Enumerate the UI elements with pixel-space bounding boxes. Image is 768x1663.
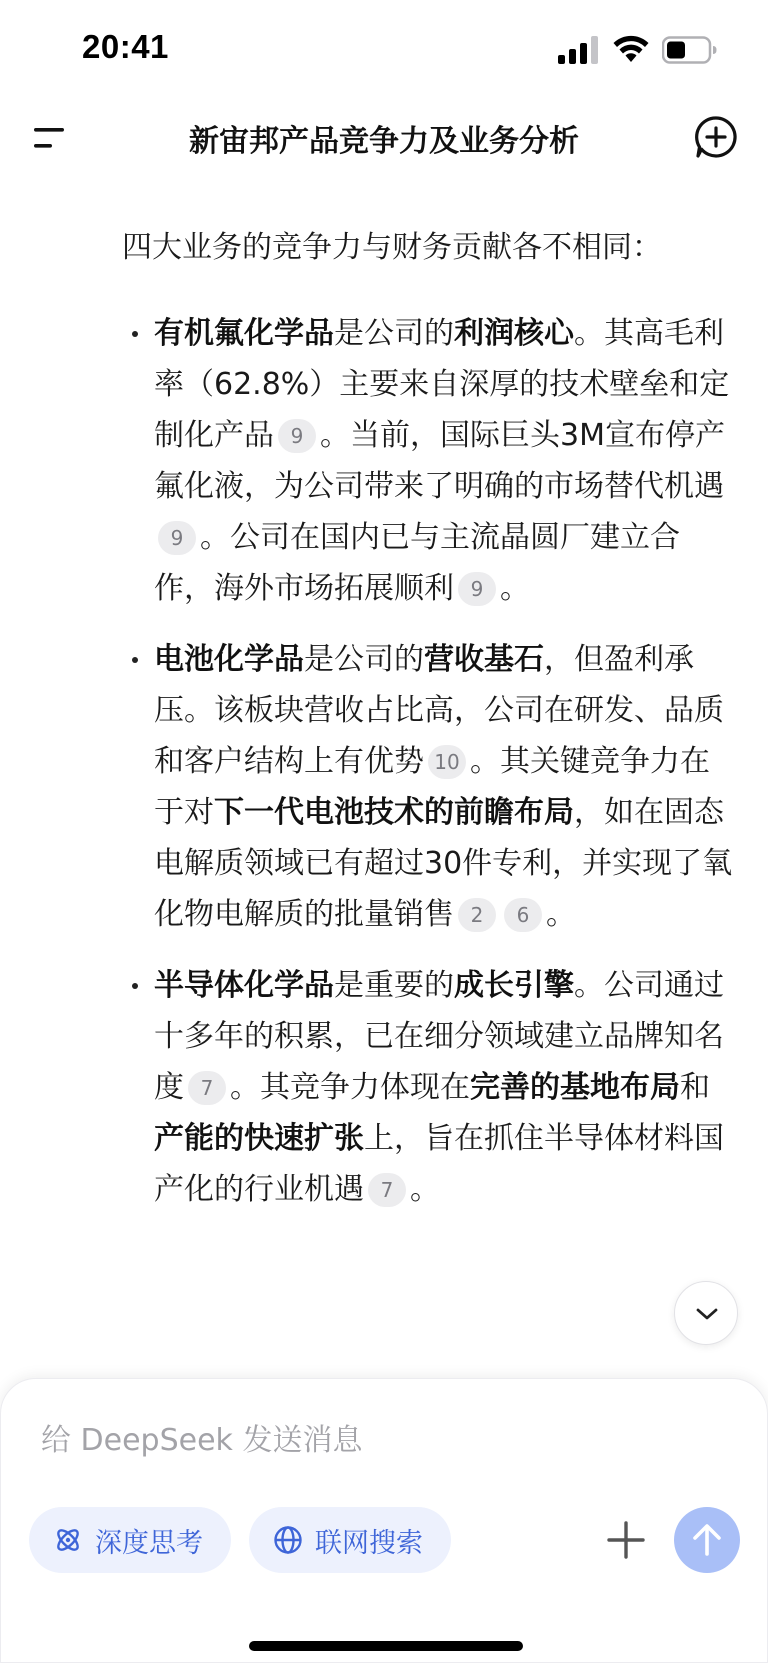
chat-message [0, 200, 768, 1380]
bullet-item [128, 308, 738, 614]
body-text: ，但盈利承压。该板块营收占比高，公司在研发、品质和客户结构上有优势 [154, 642, 724, 779]
deep-think-label: 深度思考 [95, 1527, 203, 1559]
bold-text: 利润核心 [454, 316, 574, 351]
wifi-icon [612, 34, 650, 64]
message-composer [0, 1378, 768, 1663]
home-indicator [249, 1641, 523, 1651]
new-chat-icon[interactable] [693, 114, 739, 160]
scroll-down-button[interactable] [674, 1281, 738, 1345]
citation-badge[interactable]: 9 [158, 521, 196, 555]
bold-text: 营收基石 [424, 642, 544, 677]
web-search-label: 联网搜索 [315, 1527, 423, 1559]
bold-text: 成长引擎 [454, 968, 574, 1003]
body-text: 上，旨在抓住半导体材料国产化的行业机遇 [154, 1121, 724, 1207]
body-text: 。 [500, 571, 530, 606]
body-text: 和 [680, 1070, 710, 1105]
bold-text: 电池化学品 [154, 642, 304, 677]
body-text: 。当前，国际巨头3M宣布停产氟化液，为公司带来了明确的市场替代机遇 [154, 418, 725, 504]
body-text: 。 [410, 1172, 440, 1207]
arrow-up-icon [690, 1522, 724, 1558]
body-text: 。其竞争力体现在 [230, 1070, 470, 1105]
bold-text: 产能的快速扩张 [154, 1121, 364, 1156]
citation-badge[interactable]: 6 [504, 898, 542, 932]
bullet-item [128, 960, 738, 1215]
citation-badge[interactable]: 10 [428, 745, 466, 779]
body-text: 。 [546, 897, 576, 932]
send-button[interactable] [674, 1507, 740, 1573]
body-text: 是重要的 [334, 968, 454, 1003]
page-title: 新宙邦产品竞争力及业务分析 [189, 124, 579, 159]
bold-text: 有机氟化学品 [154, 316, 334, 351]
status-bar [0, 0, 768, 100]
message-intro: 四大业务的竞争力与财务贡献各不相同： [122, 230, 662, 265]
body-text: 是公司的 [334, 316, 454, 351]
chevron-down-icon [695, 1306, 719, 1322]
body-text: ，如在固态电解质领域已有超过30件专利，并实现了氧化物电解质的批量销售 [154, 795, 733, 932]
menu-icon[interactable] [30, 118, 74, 158]
body-text: 。其高毛利率（62.8%）主要来自深厚的技术壁垒和定制化产品 [154, 316, 730, 453]
citation-badge[interactable]: 2 [458, 898, 496, 932]
web-search-button[interactable] [249, 1507, 451, 1573]
globe-icon [273, 1525, 303, 1555]
body-text: 。公司通过十多年的积累，已在细分领域建立品牌知名度 [154, 968, 724, 1105]
chat-header [0, 100, 768, 176]
body-text: 。其关键竞争力在于对 [154, 744, 710, 830]
citation-badge[interactable]: 9 [278, 419, 316, 453]
bold-text: 下一代电池技术的前瞻布局 [214, 795, 574, 830]
citation-badge[interactable]: 7 [368, 1173, 406, 1207]
body-text: 。公司在国内已与主流晶圆厂建立合作，海外市场拓展顺利 [154, 520, 680, 606]
citation-badge[interactable]: 7 [188, 1071, 226, 1105]
bullet-item [128, 634, 738, 940]
bold-text: 完善的基地布局 [470, 1070, 680, 1105]
atom-icon [53, 1525, 83, 1555]
citation-badge[interactable]: 9 [458, 572, 496, 606]
battery-icon [662, 36, 718, 64]
bullet-list [128, 308, 738, 1235]
body-text: 是公司的 [304, 642, 424, 677]
message-input[interactable] [41, 1415, 721, 1465]
deep-think-button[interactable] [29, 1507, 231, 1573]
bold-text: 半导体化学品 [154, 968, 334, 1003]
cellular-signal-icon [558, 36, 600, 64]
plus-icon[interactable] [604, 1518, 648, 1562]
status-time: 20:41 [82, 28, 169, 65]
